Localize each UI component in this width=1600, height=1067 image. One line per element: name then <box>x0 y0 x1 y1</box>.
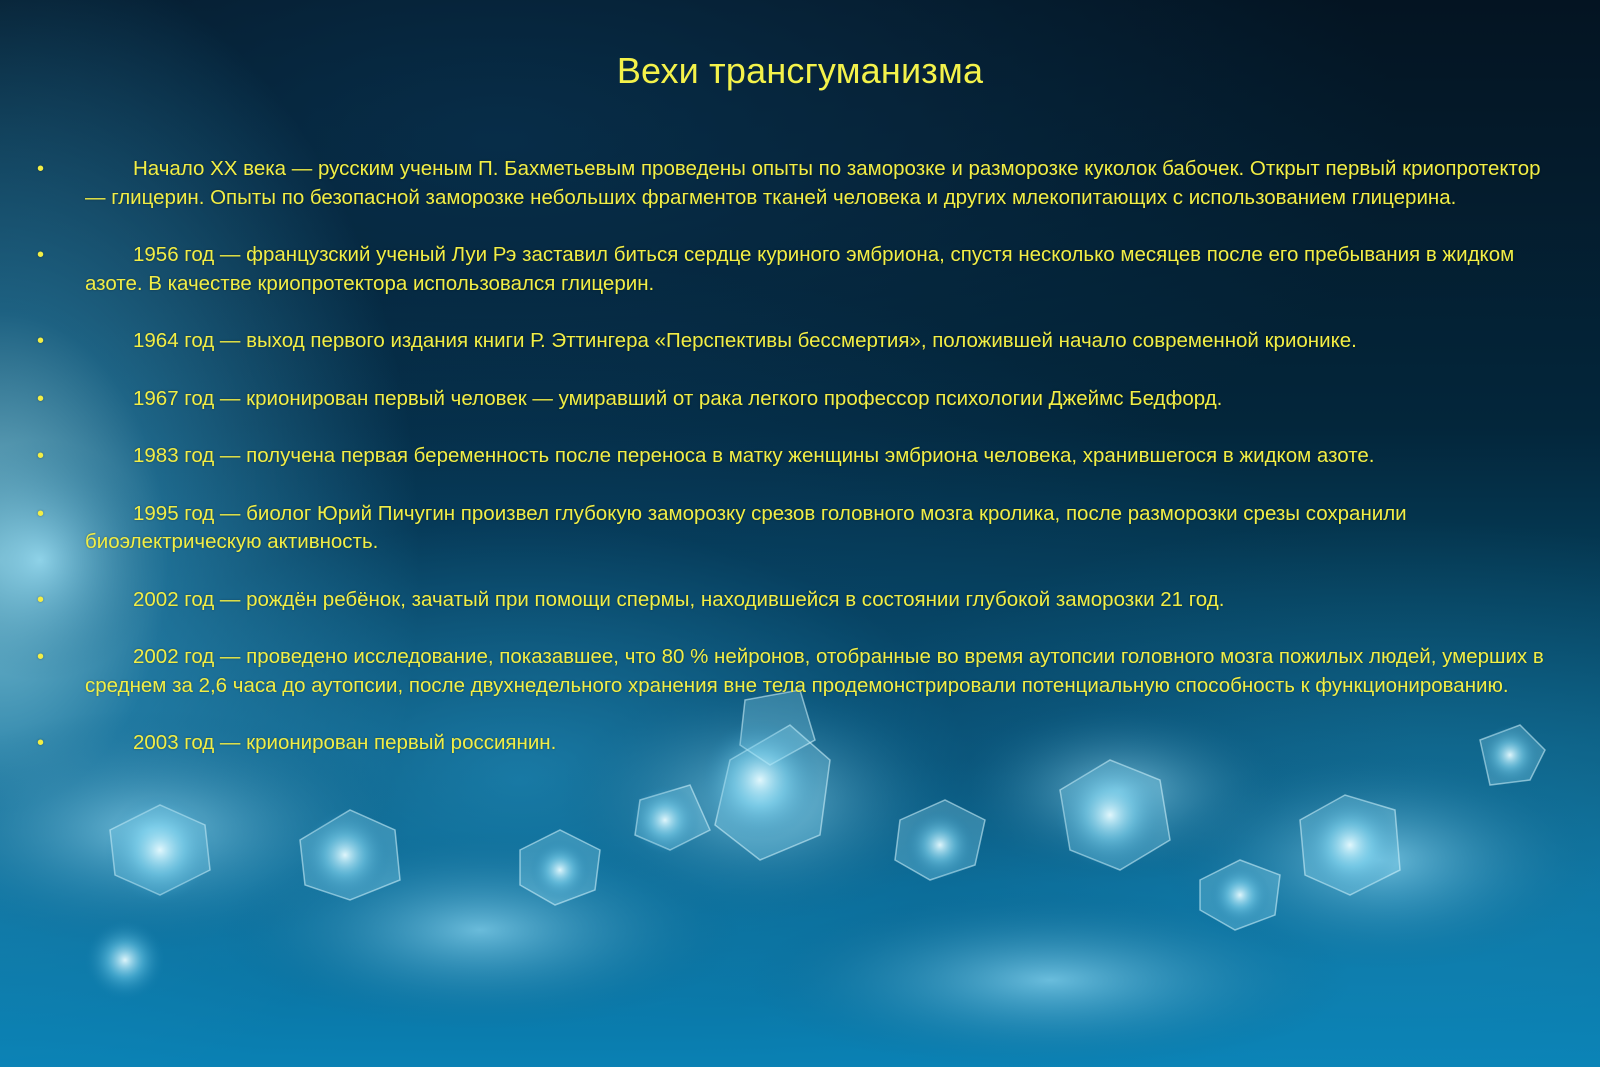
milestone-text: 2002 год — проведено исследование, показавшее, что 80 % нейронов, отобранные во время аутопсии головного мозга пожилых людей, умерших в среднем за 2,6 часа до аутопсии, после двухнедельного хранения вне тела продемонстрировали потенциальную способность к функционированию. <box>85 645 1544 697</box>
milestone-text: 1983 год — получена первая беременность после переноса в матку женщины эмбриона человека, хранившегося в жидком азоте. <box>133 444 1375 467</box>
milestones-list <box>37 155 1565 787</box>
bullet-icon: • <box>37 244 45 266</box>
slide-title: Вехи трансгуманизма <box>616 50 984 91</box>
milestone-text: 1956 год — французский ученый Луи Рэ заставил биться сердце куриного эмбриона, спустя несколько месяцев после его пребывания в жидком азоте. В качестве криопротектора использовался глицерин. <box>85 243 1515 295</box>
milestone-item <box>37 643 1565 700</box>
bullet-icon: • <box>37 158 45 180</box>
milestone-item <box>37 327 1565 356</box>
bullet-icon: • <box>37 445 45 467</box>
milestone-text: 1995 год — биолог Юрий Пичугин произвел глубокую заморозку срезов головного мозга кролика, после разморозки срезы сохранили биоэлектрическую активность. <box>85 501 1407 553</box>
milestone-item <box>37 385 1565 414</box>
milestone-item <box>37 586 1565 615</box>
milestone-item <box>37 241 1565 298</box>
milestone-text: 2003 год — крионирован первый россиянин. <box>133 731 557 754</box>
bullet-icon: • <box>37 732 45 754</box>
bullet-icon: • <box>37 502 45 525</box>
milestone-item <box>37 729 1565 758</box>
milestone-item <box>37 500 1565 557</box>
milestone-text: Начало XX века — русским ученым П. Бахметьевым проведены опыты по заморозке и разморозке куколок бабочек. Открыт первый криопротектор — глицерин. Опыты по безопасной заморозке небольших фрагментов тканей человека и других млекопитающих с использованием глицерина. <box>85 157 1541 209</box>
milestone-item <box>37 155 1565 212</box>
milestone-text: 1964 год — выход первого издания книги Р. Эттингера «Перспективы бессмертия», положившей начало современной крионике. <box>133 329 1357 352</box>
milestone-item <box>37 442 1565 471</box>
bullet-icon: • <box>37 330 45 352</box>
bullet-icon: • <box>37 387 45 410</box>
milestone-text: 2002 год — рождён ребёнок, зачатый при помощи спермы, находившейся в состоянии глубокой заморозки 21 год. <box>133 587 1225 611</box>
milestone-text: 1967 год — крионирован первый человек — умиравший от рака легкого профессор психологии Джеймс Бедфорд. <box>133 386 1223 410</box>
bullet-icon: • <box>37 646 45 668</box>
bullet-icon: • <box>37 588 45 611</box>
